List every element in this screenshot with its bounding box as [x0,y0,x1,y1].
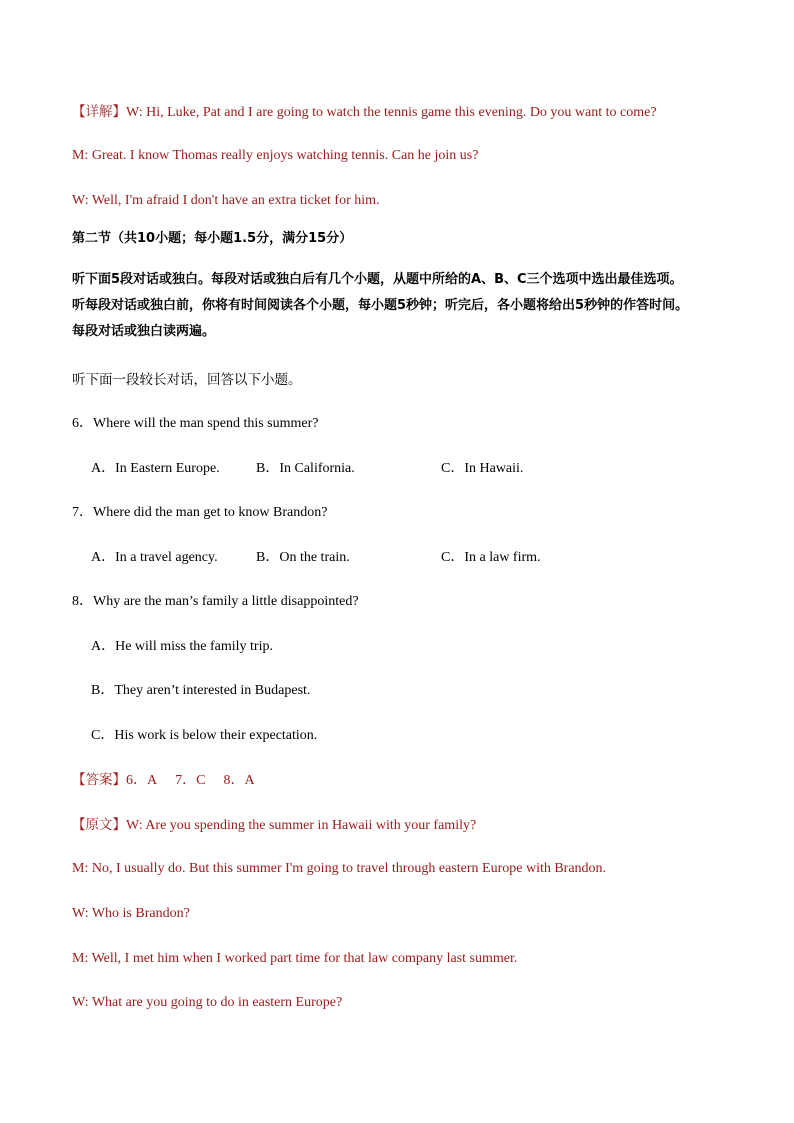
q8-option-a[interactable]: A．He will miss the family trip. [91,639,273,654]
listening-prompt: 听下面一段较长对话，回答以下小题。 [72,372,302,388]
transcript-line-1 [72,816,476,835]
q8-option-b[interactable]: B．They aren’t interested in Budapest. [91,683,311,698]
q7-option-b[interactable]: B．On the train. [256,550,350,565]
q7-option-a[interactable]: A．In a travel agency. [91,550,218,565]
instruction-line-3: 每段对话或独白读两遍。 [72,324,216,339]
explanation-tag: 【详解】 [72,104,126,120]
q6-option-a[interactable]: A．In Eastern Europe. [91,461,220,476]
transcript-text-1: W: Are you spending the summer in Hawaii with your family? [126,818,477,833]
explanation-line-3: W: Well, I'm afraid I don't have an extra ticket for him. [72,193,380,208]
question-number: 8． [72,594,93,609]
question-text: Where will the man spend this summer? [93,416,319,431]
transcript-line-5: W: What are you going to do in eastern Europe? [72,995,343,1010]
transcript-line-4: M: Well, I met him when I worked part time for that law company last summer. [72,951,518,966]
q6-option-b[interactable]: B．In California. [256,461,355,476]
question-7 [72,504,327,522]
question-text: Where did the man get to know Brandon? [93,505,328,520]
explanation-line-1 [72,103,657,122]
question-number: 7． [72,505,93,520]
question-number: 6． [72,416,93,431]
question-text: Why are the man’s family a little disappointed? [93,594,359,609]
section-heading: 第二节（共10小题；每小题1.5分，满分15分） [72,231,353,246]
answer-item: 8．A [223,773,255,788]
transcript-line-2: M: No, I usually do. But this summer I'm going to travel through eastern Europe with Brandon. [72,861,607,876]
question-8 [72,593,359,611]
answer-line [72,771,255,790]
q6-option-c[interactable]: C．In Hawaii. [441,461,524,476]
answer-item: 7．C [175,773,206,788]
transcript-tag: 【原文】 [72,817,126,833]
instruction-line-1: 听下面5段对话或独白。每段对话或独白后有几个小题，从题中所给的A、B、C三个选项中选出最佳选项。 [72,272,683,287]
q7-option-c[interactable]: C．In a law firm. [441,550,541,565]
instruction-line-2: 听每段对话或独白前，你将有时间阅读各个小题，每小题5秒钟；听完后，各小题将给出5秒钟的作答时间。 [72,298,689,313]
explanation-text-1: W: Hi, Luke, Pat and I are going to watch the tennis game this evening. Do you want to come? [126,105,657,120]
explanation-line-2: M: Great. I know Thomas really enjoys watching tennis. Can he join us? [72,148,479,163]
transcript-line-3: W: Who is Brandon? [72,906,190,921]
answer-tag: 【答案】 [72,772,126,788]
q8-option-c[interactable]: C．His work is below their expectation. [91,728,318,743]
question-6 [72,415,319,433]
answer-item: 6．A [126,773,158,788]
